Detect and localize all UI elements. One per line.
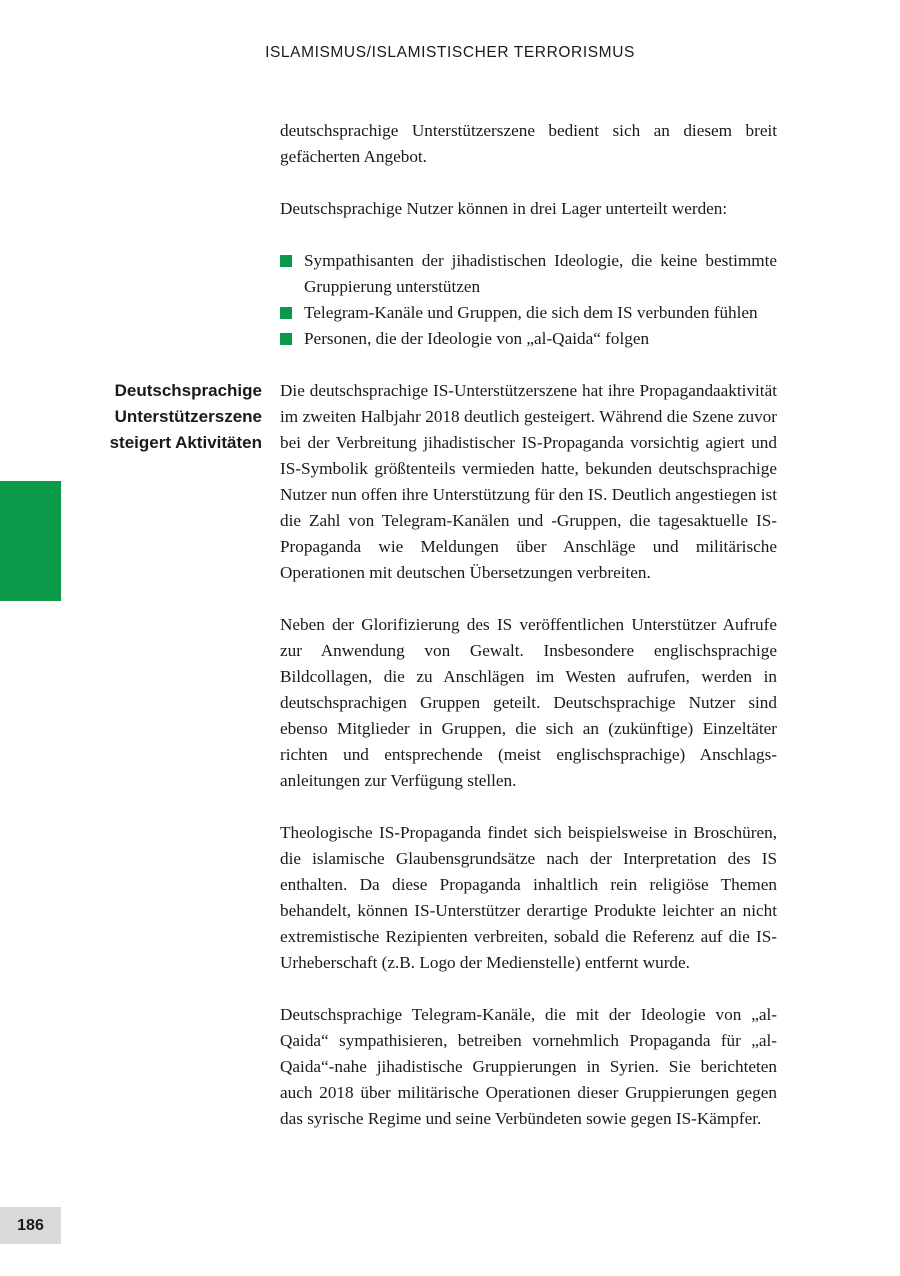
side-heading-line: Unterstützerszene [114, 407, 262, 426]
side-heading-line: Deutschsprachige [114, 381, 262, 400]
running-head: ISLAMISMUS/ISLAMISTISCHER TERRORISMUS [265, 44, 635, 61]
square-bullet-icon [280, 255, 292, 267]
bullet-item [280, 248, 777, 300]
square-bullet-icon [280, 307, 292, 319]
bullet-item [280, 300, 777, 326]
lager-intro-paragraph: Deutschsprachige Nutzer können in drei Lager unterteilt werden: [280, 199, 728, 218]
body-paragraph: Theologische IS-Propaganda findet sich beispielsweise in Broschüren, die islamische Glaubensgrundsätze nach der Interpretation des IS enthalten. Da diese Propaganda inhaltlich rein religiöse Themen behandelt, können IS-Unterstützer derartige Produkte leichter an nicht extremistische Rezipienten verbreiten, sobald die Referenz auf die IS-Urheberschaft (z.B. Logo der Medienstelle) entfernt wurde. [280, 823, 777, 972]
side-heading [90, 378, 262, 456]
bullet-text: Personen, die der Ideologie von „al-Qaida“ folgen [304, 329, 650, 348]
intro-paragraph: deutschsprachige Unterstützerszene bedient sich an diesem breit gefächerten Angebot. [280, 121, 777, 166]
bullet-list [280, 248, 777, 352]
bullet-text: Sympathisanten der jihadistischen Ideologie, die keine bestimmte Gruppierung unterstützen [304, 251, 777, 296]
chapter-tab-marker [0, 481, 61, 601]
main-text-column [280, 118, 777, 1158]
page-number: 186 [0, 1207, 61, 1244]
body-paragraph: Die deutschsprachige IS-Unterstützerszene hat ihre Propagandaaktivität im zweiten Halbjahr 2018 deutlich gesteigert. Während die Szene zuvor bei der Verbreitung jihadistischer IS-Propaganda vorsichtig agiert und IS-Symbolik größtenteils vermieden hatte, bekunden deutschsprachige Nutzer nun offen ihre Unterstützung für den IS. Deutlich angestiegen ist die Zahl von Telegram-Kanälen und -Gruppen, die tagesaktuelle IS-Propaganda wie Meldungen über Anschläge und militärische Operationen mit deutschen Übersetzungen verbreiten. [280, 381, 777, 582]
bullet-text: Telegram-Kanäle und Gruppen, die sich dem IS verbunden fühlen [304, 303, 758, 322]
square-bullet-icon [280, 333, 292, 345]
body-paragraph: Deutschsprachige Telegram-Kanäle, die mit der Ideologie von „al-Qaida“ sympathisieren, betreiben vornehmlich Propaganda für „al-Qaida“-nahe jihadistische Gruppierungen in Syrien. Sie berichteten auch 2018 über militärische Operationen dieser Gruppierungen gegen das syrische Regime und seine Verbündeten sowie gegen IS-Kämpfer. [280, 1005, 777, 1128]
body-paragraph: Neben der Glorifizierung des IS veröffentlichen Unterstützer Aufrufe zur Anwendung von Gewalt. Insbesondere englischsprachige Bildcollagen, die zu Anschlägen im Westen aufrufen, werden in deutschsprachigen Gruppen geteilt. Deutschsprachige Nutzer sind ebenso Mitglieder in Gruppen, die sich an (zukünftige) Einzeltäter richten und entsprechende (meist englischsprachige) Anschlagsanleitungen zur Verfügung stellen. [280, 615, 777, 790]
side-heading-line: steigert Aktivitäten [109, 433, 262, 452]
bullet-item [280, 326, 777, 352]
